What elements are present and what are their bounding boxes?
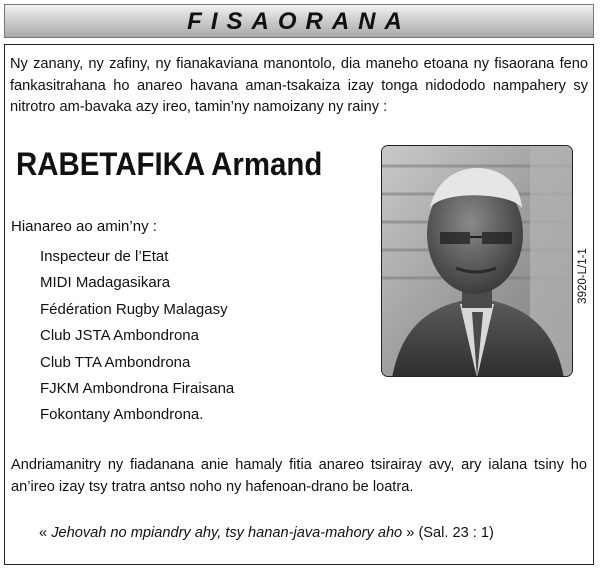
header-banner	[4, 4, 594, 38]
verse-close-quote: »	[406, 525, 415, 541]
portrait-image	[382, 146, 573, 377]
list-item: FJKM Ambondrona Firaisana	[40, 379, 235, 397]
portrait-photo	[381, 145, 573, 377]
reference-code-text: 3920-L/1-1	[577, 248, 589, 304]
list-item: Club TTA Ambondrona	[40, 353, 191, 371]
titles-list	[40, 244, 234, 429]
verse-text: Jehovah no mpiandry ahy, tsy hanan-java-mahory aho	[51, 525, 403, 541]
intro-paragraph: Ny zanany, ny zafiny, ny fianakaviana manontolo, dia maneho etoana ny fisaorana feno fankasitrahana ho anareo havana aman-tsakaiza izay tonga nidododo nampahery sy nitrotro am-bavaka azy ireo, tamin’ny namoizany ny rainy :	[10, 56, 588, 115]
list-item: Club JSTA Ambondrona	[40, 327, 199, 345]
list-item: Fokontany Ambondrona.	[40, 406, 204, 424]
closing-paragraph: Andriamanitry ny fiadanana anie hamaly fitia anareo tsirairay avy, ary ialana tsiny ho an’ireo izay tsy tratra antso noho ny hafenoan-drano be loatra.	[11, 457, 587, 495]
reference-code	[572, 236, 594, 316]
list-item: Inspecteur de l’Etat	[40, 248, 169, 265]
list-item: MIDI Madagasikara	[40, 274, 171, 292]
bible-verse	[39, 525, 494, 541]
verse-reference: (Sal. 23 : 1)	[418, 525, 494, 541]
titles-heading: Hianareo ao amin’ny :	[11, 218, 157, 235]
list-item: Fédération Rugby Malagasy	[40, 300, 228, 318]
verse-open-quote: «	[39, 525, 48, 541]
deceased-name: RABETAFIKA Armand	[16, 146, 323, 182]
page-title: FISAORANA	[187, 8, 411, 35]
